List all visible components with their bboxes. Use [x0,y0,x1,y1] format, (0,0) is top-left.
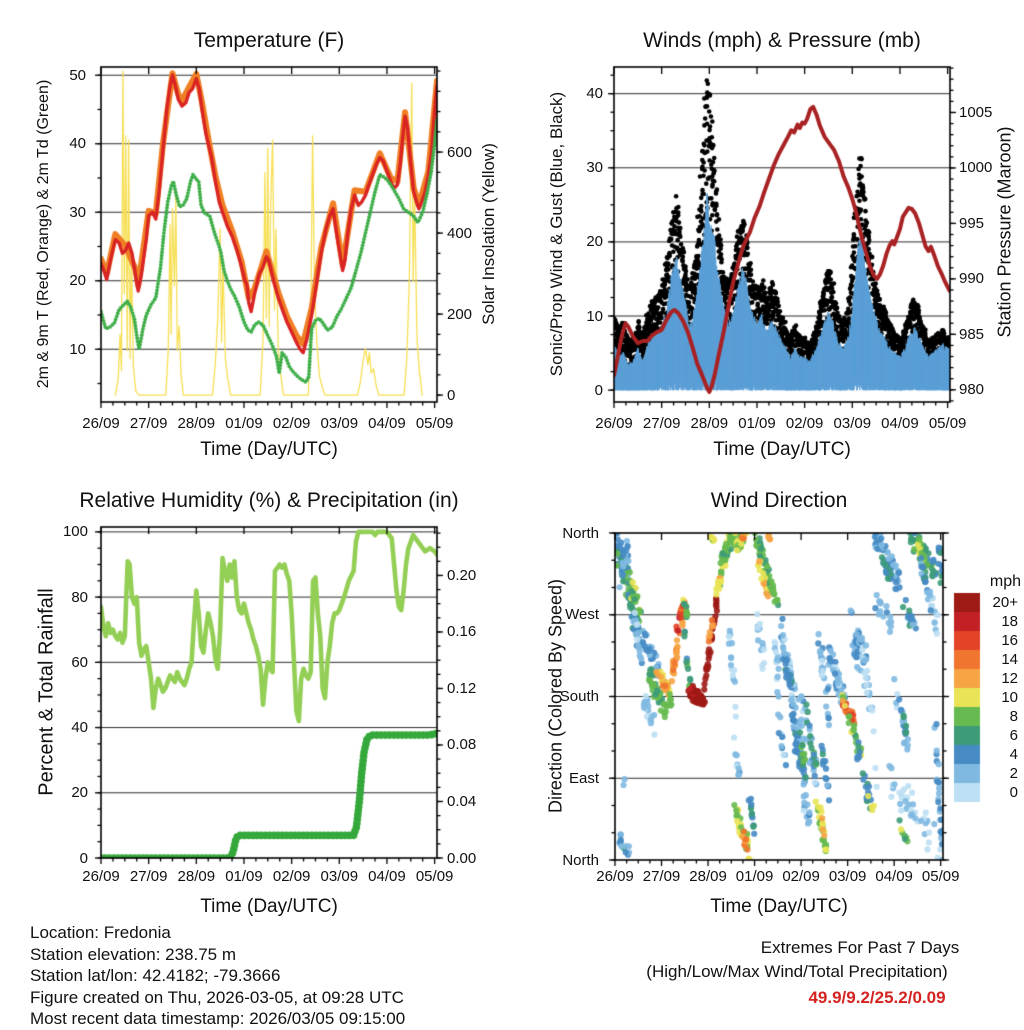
x-tick-label: 27/09 [642,415,681,432]
x-tick-label: 05/09 [928,415,967,432]
precip-y-tick-label: 0.08 [447,736,477,754]
solar-right-axis-label: Solar Insolation (Yellow) [479,143,498,325]
rh-y-tick-label: 20 [71,784,88,802]
x-tick-label: 05/09 [921,868,960,885]
x-tick-label: 26/09 [82,868,120,885]
temp-left-axis-label: 2m & 9m T (Red, Orange) & 2m Td (Green) [35,79,52,389]
colorbar-tick-label: 0 [1009,784,1018,801]
direction-y-tick-label: North [562,851,599,869]
temp-y-tick-label: 40 [69,135,86,153]
extremes-subtitle: (High/Low/Max Wind/Total Precipitation) [646,962,948,981]
pressure-y-tick-label: 990 [959,270,985,288]
wind-left-axis-label: Sonic/Prop Wind & Gust (Blue, Black) [547,91,566,377]
x-tick-label: 28/09 [690,415,729,432]
x-tick-label: 05/09 [415,868,454,885]
colorbar-tick-label: 10 [1001,689,1018,706]
pressure-y-tick-label: 1000 [959,159,993,177]
rh-precip-chart-title: Relative Humidity (%) & Precipitation (in) [79,489,459,512]
winds-pressure-chart-title: Winds (mph) & Pressure (mb) [643,29,921,52]
colorbar-tick-label: 14 [1001,651,1018,668]
wdir-left-axis-label: Direction (Colored By Speed) [545,578,566,814]
rh-y-tick-label: 80 [71,588,88,606]
x-tick-label: 02/09 [782,868,820,885]
x-tick-label: 27/09 [129,415,168,432]
x-tick-label: 27/09 [129,868,168,885]
temp-y-tick-label: 20 [69,272,86,290]
colorbar-tick-label: 6 [1009,727,1018,744]
x-tick-label: 04/09 [368,868,406,885]
colorbar-tick-label: 4 [1009,746,1018,763]
solar-y-tick-label: 0 [447,386,456,404]
colorbar-tick-label: 20+ [992,594,1018,611]
precip-y-tick-label: 0.20 [447,566,477,584]
extremes-title: Extremes For Past 7 Days [760,938,960,957]
x-tick-label: 02/09 [785,415,824,432]
x-tick-label: 28/09 [177,415,216,432]
wdir-x-axis-label: Time (Day/UTC) [710,896,848,917]
x-tick-label: 04/09 [881,415,919,432]
x-tick-label: 28/09 [177,868,216,885]
colorbar-tick-label: 18 [1001,613,1018,630]
x-tick-label: 02/09 [272,868,311,885]
figure-created: Figure created on Thu, 2026-03-05, at 09:28 UTC [30,987,404,1007]
rh-y-tick-label: 60 [71,653,88,671]
x-tick-label: 04/09 [875,868,913,885]
solar-y-tick-label: 200 [447,305,473,323]
precip-y-tick-label: 0.16 [447,623,477,641]
colorbar-units-label: mph [989,573,1021,590]
x-tick-label: 26/09 [595,415,633,432]
x-tick-label: 26/09 [82,415,120,432]
colorbar-tick-label: 12 [1001,670,1018,687]
x-tick-label: 26/09 [596,868,634,885]
rh-left-axis-label: Percent & Total Rainfall [35,588,58,796]
rh-y-tick-label: 40 [71,719,88,737]
x-tick-label: 01/09 [738,415,776,432]
solar-y-tick-label: 600 [447,143,473,161]
x-tick-label: 03/09 [320,868,359,885]
x-tick-label: 01/09 [735,868,774,885]
data-timestamp: Most recent data timestamp: 2026/03/05 09:15:00 [30,1009,406,1028]
direction-y-tick-label: North [562,524,599,542]
pressure-y-tick-label: 980 [959,381,985,399]
wind-y-tick-label: 10 [586,307,603,325]
x-tick-label: 02/09 [272,415,311,432]
x-tick-label: 28/09 [689,868,727,885]
x-tick-label: 04/09 [368,415,406,432]
extremes-values: 49.9/9.2/25.2/0.09 [808,988,946,1007]
colorbar-tick-label: 16 [1001,632,1018,649]
pressure-y-tick-label: 985 [959,325,985,343]
rh-y-tick-label: 100 [62,523,88,541]
temp-x-axis-label: Time (Day/UTC) [200,439,338,460]
temperature-chart-title: Temperature (F) [193,29,345,52]
temp-y-tick-label: 10 [69,340,86,358]
wind-y-tick-label: 0 [594,381,603,399]
direction-y-tick-label: West [565,606,599,624]
x-tick-label: 01/09 [225,868,263,885]
temp-y-tick-label: 30 [69,203,86,221]
direction-y-tick-label: South [559,688,599,705]
rh-y-tick-label: 0 [79,849,88,867]
x-tick-label: 05/09 [415,415,454,432]
station-info-block [30,922,405,1030]
wind-y-tick-label: 30 [586,159,603,177]
x-tick-label: 03/09 [828,868,867,885]
x-tick-label: 03/09 [833,415,872,432]
pressure-y-tick-label: 1005 [959,103,993,121]
precip-y-tick-label: 0.04 [447,792,477,810]
temp-y-tick-label: 50 [69,66,86,84]
x-tick-label: 27/09 [642,868,681,885]
precip-y-tick-label: 0.12 [447,679,477,697]
station-latlon: Station lat/lon: 42.4182; -79.3666 [30,966,281,985]
station-location: Location: Fredonia [30,923,171,942]
x-tick-label: 03/09 [320,415,359,432]
wind-y-tick-label: 20 [586,233,603,251]
wind-direction-chart-title: Wind Direction [710,489,848,512]
colorbar-tick-label: 2 [1009,765,1018,782]
direction-y-tick-label: East [568,769,599,787]
wind-y-tick-label: 40 [586,85,603,103]
precip-y-tick-label: 0.00 [447,849,477,867]
x-tick-label: 01/09 [225,415,263,432]
rh-x-axis-label: Time (Day/UTC) [200,896,338,917]
colorbar-tick-label: 8 [1009,708,1018,725]
solar-y-tick-label: 400 [447,224,473,242]
pressure-y-tick-label: 995 [959,214,985,232]
station-elevation: Station elevation: 238.75 m [30,944,237,964]
winds-x-axis-label: Time (Day/UTC) [713,439,851,460]
pressure-right-axis-label: Station Pressure (Maroon) [994,126,1015,338]
